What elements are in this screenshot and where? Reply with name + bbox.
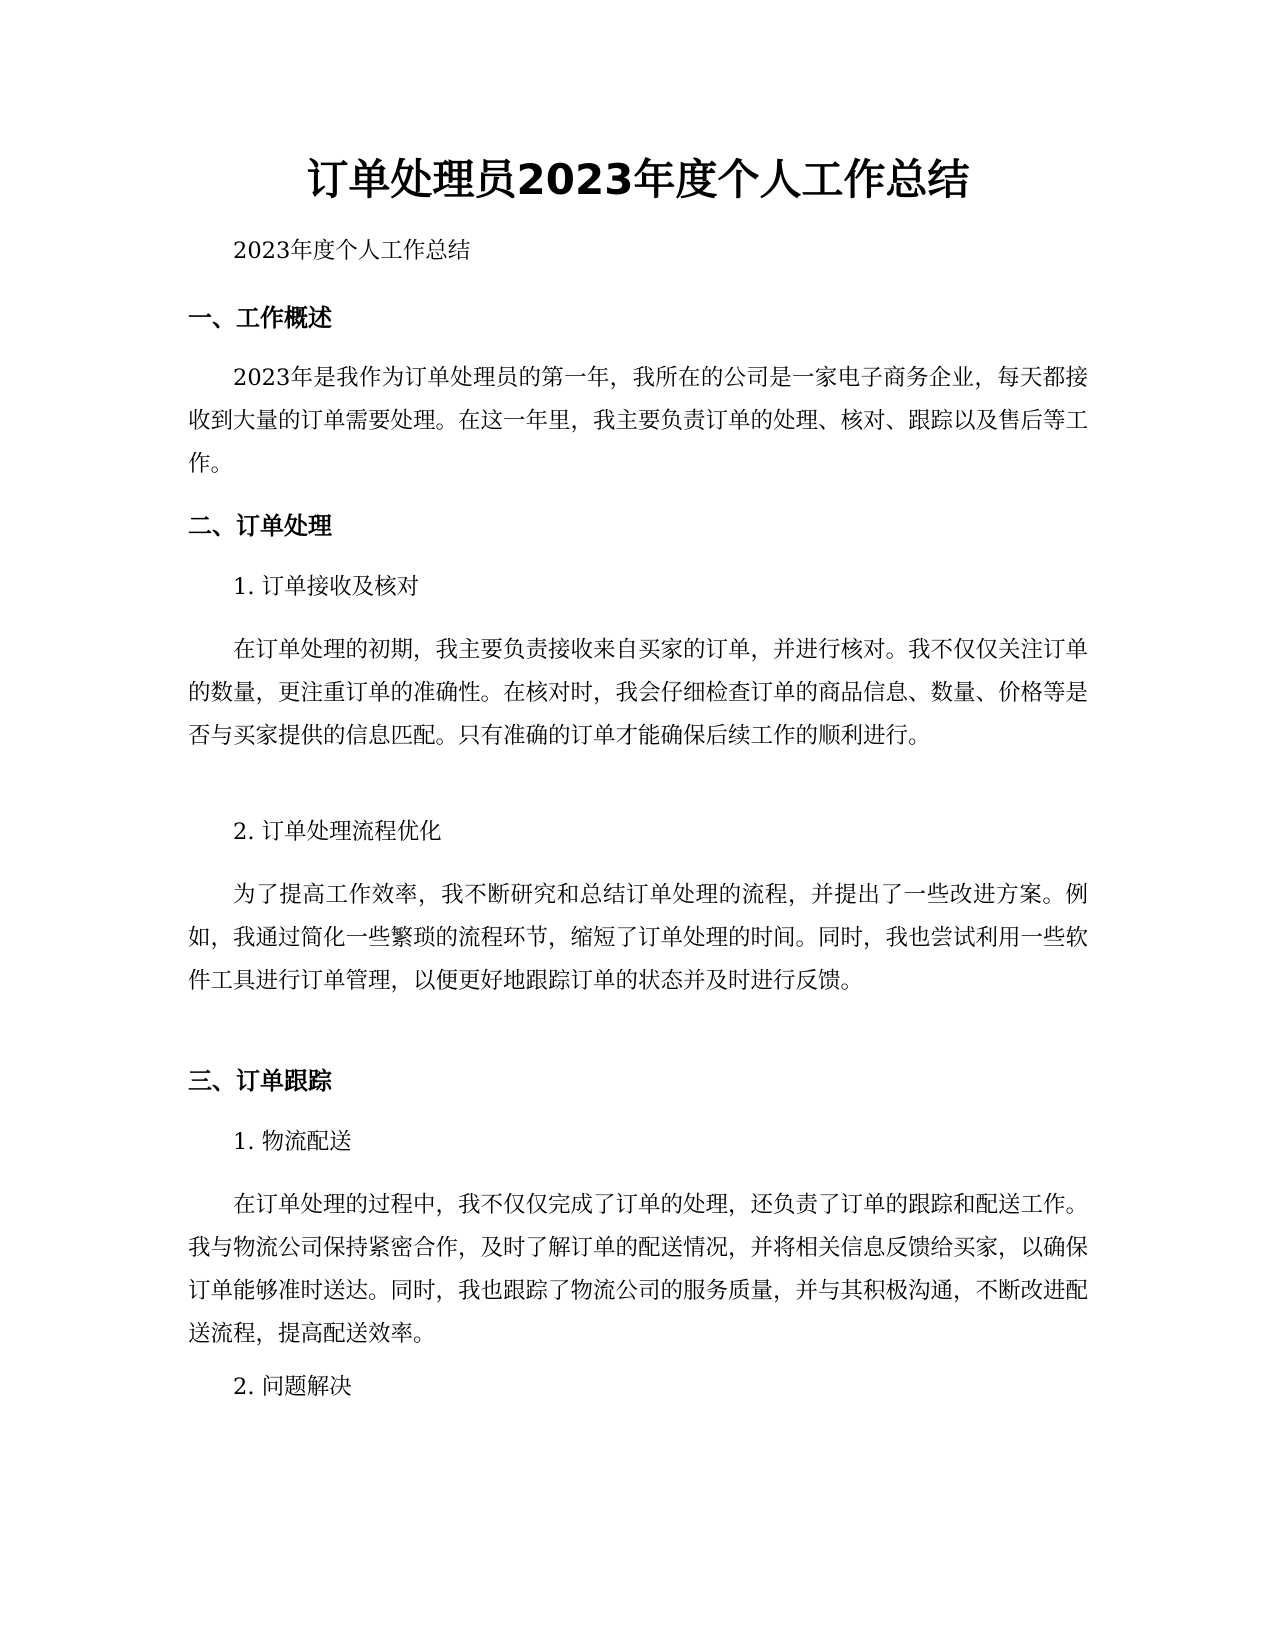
subsection-title-logistics: 1. 物流配送 [233,1129,352,1155]
intro-line: 2023年度个人工作总结 [233,238,471,264]
process-optimization-paragraph: 为了提高工作效率，我不断研究和总结订单处理的流程，并提出了一些改进方案。例如，我通过简化一些繁琐的流程环节，缩短了订单处理的时间。同时，我也尝试利用一些软件工具进行订单管理，以便更好地跟踪订单的状态并及时进行反馈。 [188,882,1089,994]
subsection-title-problem-solving: 2. 问题解决 [233,1374,352,1400]
section-heading-order-processing: 二、订单处理 [188,512,332,540]
document-title: 订单处理员2023年度个人工作总结 [306,155,970,204]
section-heading-order-tracking: 三、订单跟踪 [188,1067,332,1095]
order-receiving-paragraph: 在订单处理的初期，我主要负责接收来自买家的订单，并进行核对。我不仅仅关注订单的数量，更注重订单的准确性。在核对时，我会仔细检查订单的商品信息、数量、价格等是否与买家提供的信息匹配。只有准确的订单才能确保后续工作的顺利进行。 [188,637,1089,749]
overview-paragraph: 2023年是我作为订单处理员的第一年，我所在的公司是一家电子商务企业，每天都接收到大量的订单需要处理。在这一年里，我主要负责订单的处理、核对、跟踪以及售后等工作。 [188,365,1089,477]
section-heading-overview: 一、工作概述 [188,304,332,332]
subsection-title-order-receiving: 1. 订单接收及核对 [233,574,420,600]
logistics-paragraph: 在订单处理的过程中，我不仅仅完成了订单的处理，还负责了订单的跟踪和配送工作。我与物流公司保持紧密合作，及时了解订单的配送情况，并将相关信息反馈给买家，以确保订单能够准时送达。同时，我也跟踪了物流公司的服务质量，并与其积极沟通，不断改进配送流程，提高配送效率。 [188,1192,1089,1347]
subsection-title-process-optimization: 2. 订单处理流程优化 [233,819,442,845]
